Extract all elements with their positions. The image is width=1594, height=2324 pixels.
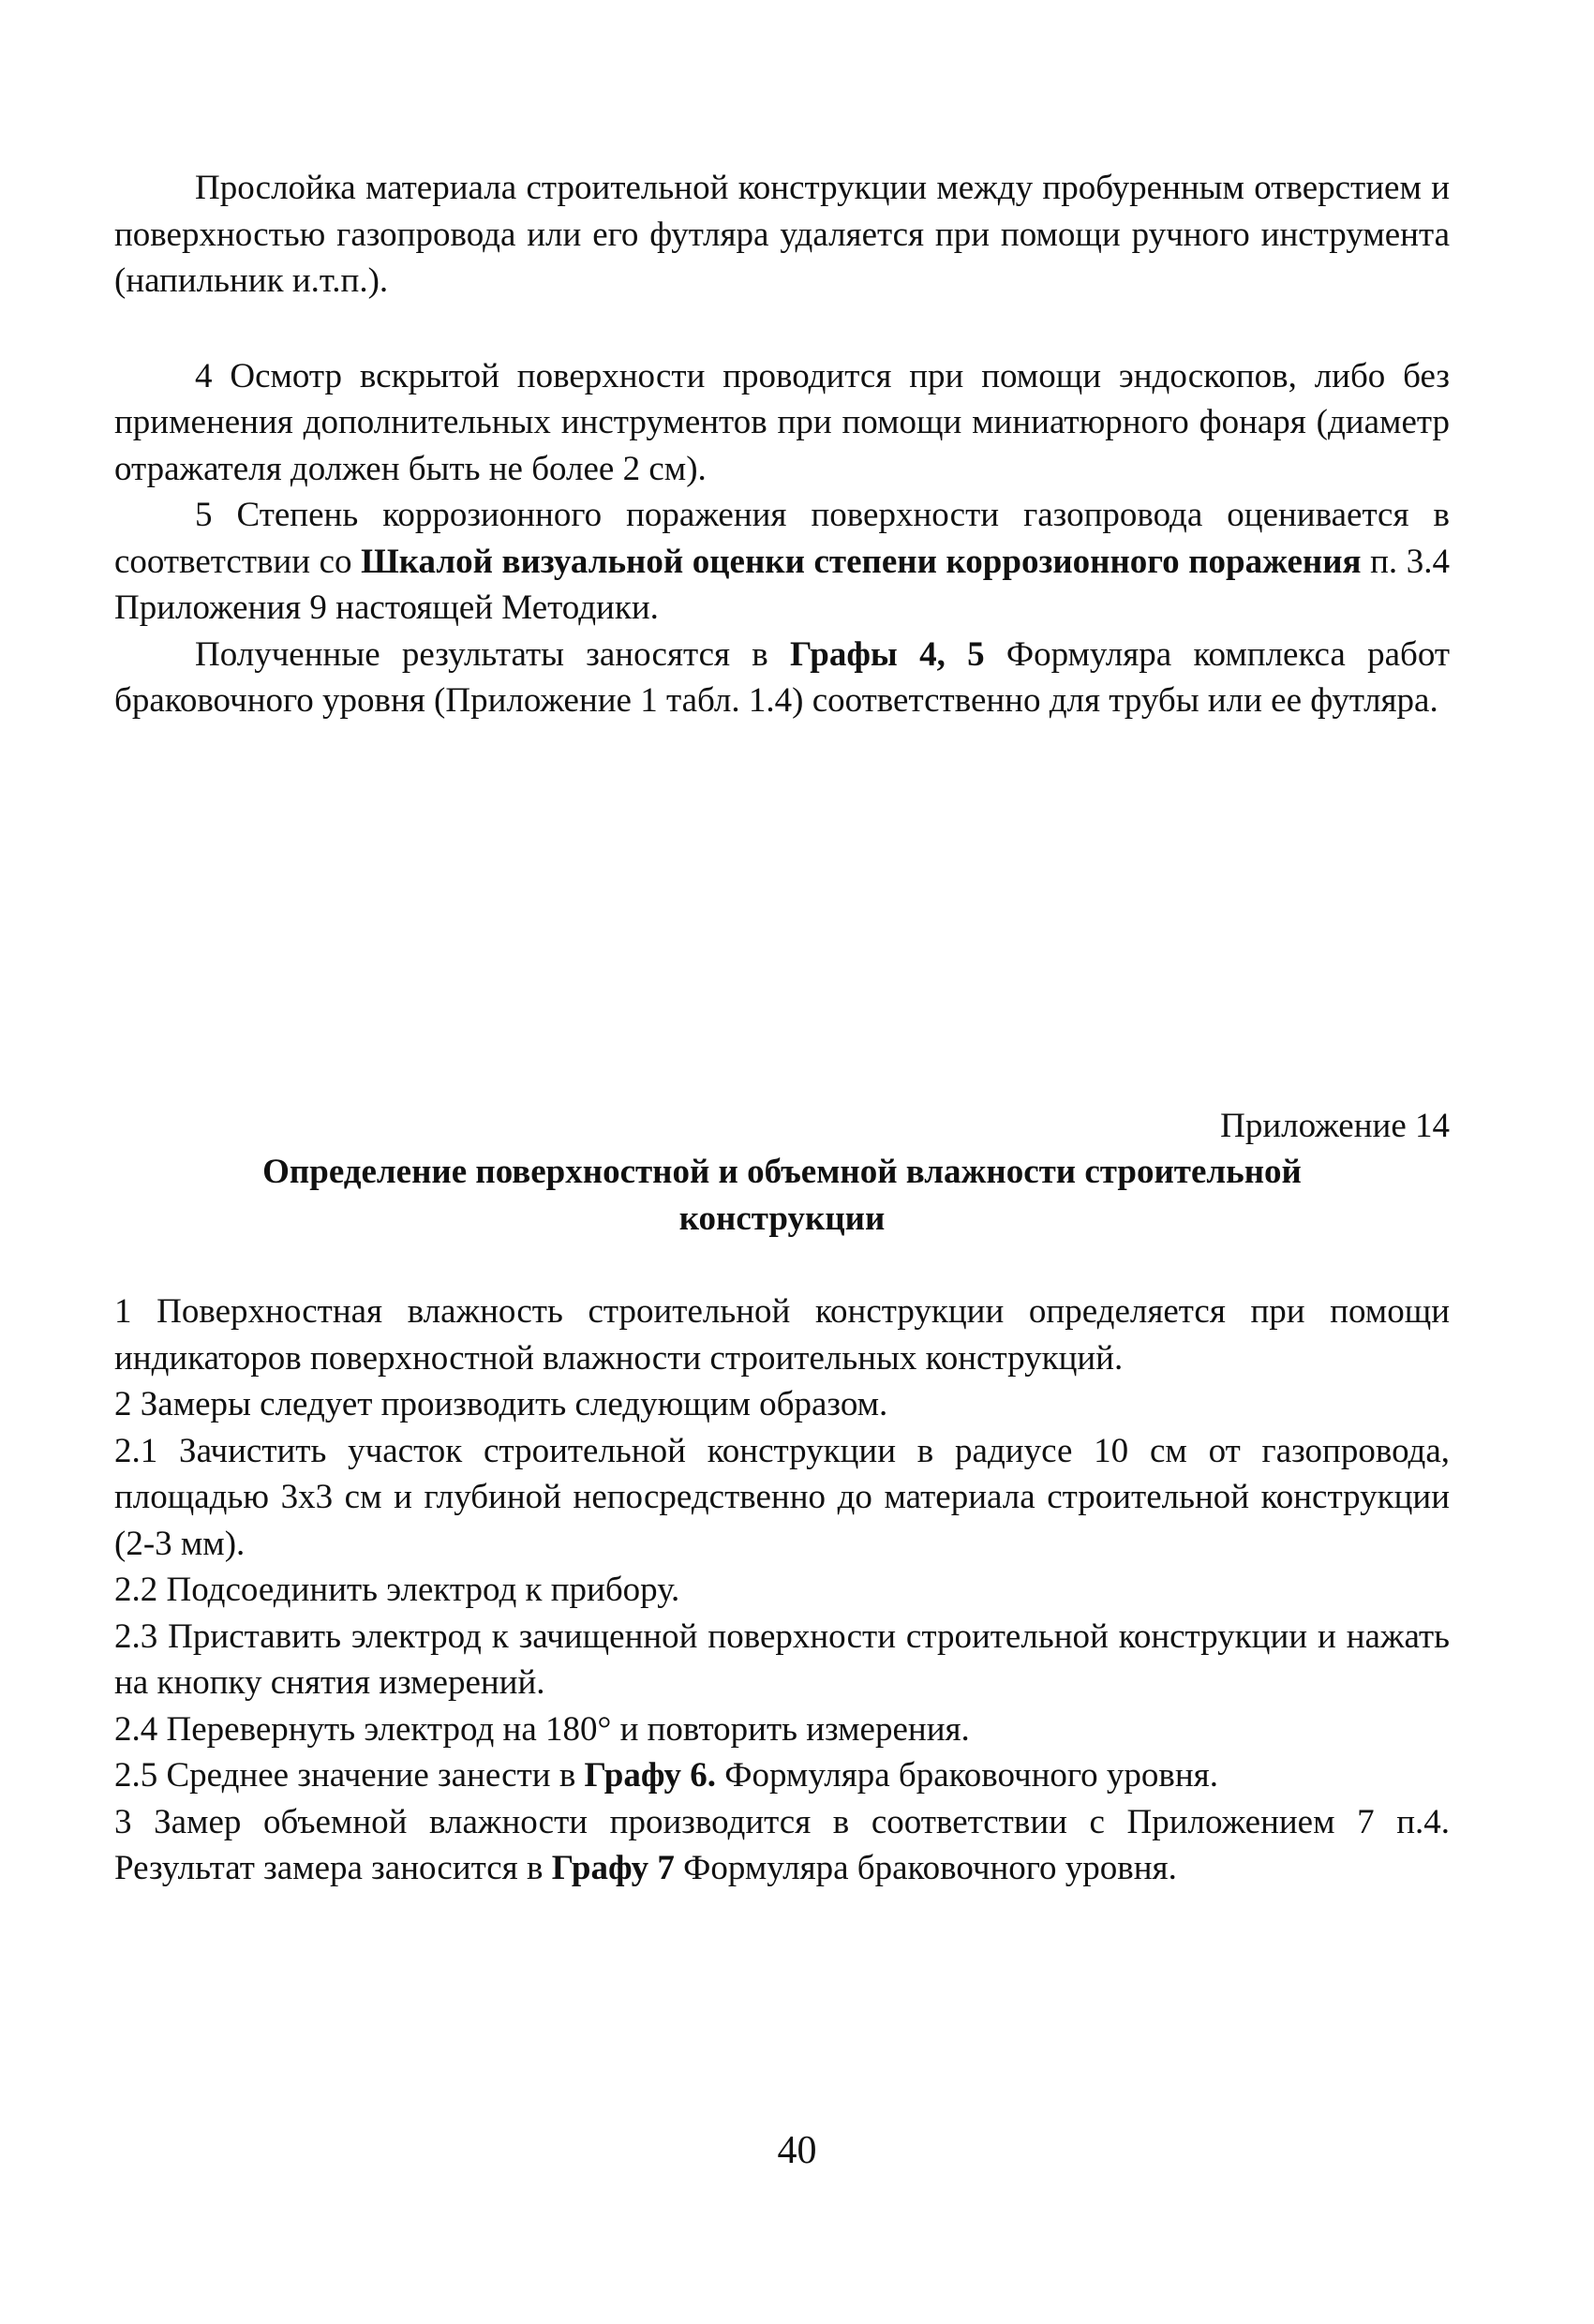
paragraph-inspection: 4 Осмотр вскрытой поверхности проводится при помощи эндоскопов, либо без применения дополнительных инструментов при помощи миниатюрного фонаря (диаметр отражателя должен быть не более 2 см).: [114, 356, 1450, 488]
list-item: 2.4 Перевернуть электрод на 180° и повторить измерения.: [114, 1709, 970, 1749]
list-item: 1 Поверхностная влажность строительной конструкции определяется при помощи индикаторов поверхностной влажности строительных конструкций.: [114, 1292, 1450, 1378]
list-item: 2.5 Среднее значение занести в Графу 6. Формуляра браковочного уровня.: [114, 1756, 1218, 1795]
column-6-reference: Графу 6.: [584, 1756, 717, 1795]
list-item: 2 Замеры следует производить следующим образом.: [114, 1385, 888, 1423]
columns-reference: Графы 4, 5: [790, 634, 985, 674]
column-7-reference: Графу 7: [551, 1849, 675, 1887]
page-number: 40: [777, 2129, 817, 2172]
list-item: 3 Замер объемной влажности производится в соответствии с Приложением 7 п.4. Результат замера заносится в Графу 7 Формуляра браковочного уровня.: [114, 1802, 1450, 1887]
paragraph-layer-removal: Прослойка материала строительной конструкции между пробуренным отверстием и поверхностью газопровода или его футляра удаляется при помощи ручного инструмента (напильник и.т.п.).: [114, 169, 1450, 300]
appendix-title: Определение поверхностной и объемной влажности строительной конструкции: [262, 1153, 1302, 1238]
list-item: 2.2 Подсоединить электрод к прибору.: [114, 1571, 680, 1609]
scale-reference: Шкалой визуальной оценки степени коррозионного поражения: [361, 542, 1362, 581]
list-item: 2.1 Зачистить участок строительной конструкции в радиусе 10 см от газопровода, площадью 3х3 см и глубиной непосредственно до материала строительной конструкции (2-3 мм).: [114, 1431, 1450, 1563]
paragraph-corrosion-assessment: 5 Степень коррозионного поражения поверхности газопровода оценивается в соответствии со Шкалой визуальной оценки степени коррозионного поражения п. 3.4 Приложения 9 настоящей Методики.: [114, 496, 1450, 627]
appendix-label: Приложение 14: [1220, 1106, 1450, 1145]
appendix-body: [114, 1289, 1450, 1892]
paragraph-results: Полученные результаты заносятся в Графы 4, 5 Формуляра комплекса работ браковочного уровня (Приложение 1 табл. 1.4) соответственно для трубы или ее футляра.: [114, 634, 1450, 720]
list-item: 2.3 Приставить электрод к зачищенной поверхности строительной конструкции и нажать на кнопку снятия измерений.: [114, 1616, 1450, 1702]
document-page: [114, 165, 1450, 1892]
